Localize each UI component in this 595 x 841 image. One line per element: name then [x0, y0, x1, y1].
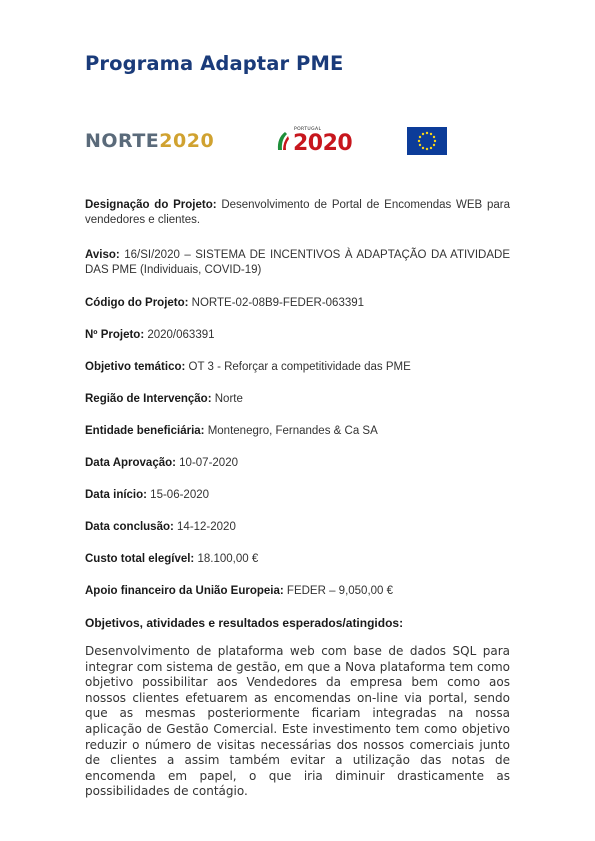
portugal2020-logo: [276, 126, 366, 158]
logo-strip: [85, 126, 465, 158]
field-value: 2020/063391: [144, 329, 215, 341]
field-data-conclusao: [85, 520, 510, 535]
field-apoio: [85, 584, 510, 599]
field-value: Montenegro, Fernandes & Ca SA: [204, 425, 378, 437]
field-label: Objetivo temático:: [85, 361, 186, 373]
field-value: Desenvolvimento de Portal de Encomendas WEB para vendedores e clientes.: [85, 199, 510, 226]
field-label: Entidade beneficiária:: [85, 425, 205, 437]
field-label: Data Aprovação:: [85, 457, 176, 469]
field-custo: [85, 552, 510, 567]
field-numero: [85, 328, 510, 343]
field-label: Aviso:: [85, 249, 120, 261]
field-value: Norte: [211, 393, 243, 405]
objectives-text: Desenvolvimento de plataforma web com base de dados SQL para integrar com sistema de gestão, em que a Nova plataforma tem como objetivo possibilitar aos Vendedores da empresa bem como aos nossos clientes efetuarem as encomendas on-line via portal, sendo que as mesmas posteriormente ficariam integradas na nossa aplicação de Gestão Comercial. Este investimento tem como objetivo reduzir o número de visitas necessárias dos nossos comerciais junto de clientes a assim também evitar a utilização das notas de encomenda em papel, o que iria diminuir drasticamente as possibilidades de contágio.: [85, 644, 510, 799]
norte-logo-year: 2020: [159, 130, 215, 152]
field-label: Custo total elegível:: [85, 553, 195, 565]
field-value: 15-06-2020: [146, 489, 210, 501]
field-data-aprovacao: [85, 456, 510, 471]
page-title: Programa Adaptar PME: [85, 52, 344, 75]
field-entidade: [85, 424, 510, 439]
field-designacao: [85, 198, 510, 227]
field-value: 16/SI/2020 – SISTEMA DE INCENTIVOS À ADAPTAÇÃO DA ATIVIDADE DAS PME (Individuais, COVID-19): [85, 249, 510, 276]
portugal-flag-icon: [276, 130, 290, 154]
field-value: OT 3 - Reforçar a competitividade das PME: [185, 361, 411, 373]
portugal-logo-year: 2020: [293, 131, 353, 156]
field-value: NORTE-02-08B9-FEDER-063391: [188, 297, 365, 309]
field-value: 14-12-2020: [173, 521, 236, 533]
field-regiao: [85, 392, 510, 407]
field-aviso: [85, 248, 510, 277]
norte-logo-text: NORTE: [85, 130, 160, 152]
portugal-logo-label: PORTUGAL: [294, 127, 322, 132]
field-label: Código do Projeto:: [85, 297, 189, 309]
field-value: FEDER – 9,050,00 €: [283, 585, 394, 597]
field-codigo: [85, 296, 510, 311]
eu-flag-icon: [407, 127, 447, 155]
field-data-inicio: [85, 488, 510, 503]
field-label: Data início:: [85, 489, 147, 501]
field-objetivo: [85, 360, 510, 375]
field-value: 18.100,00 €: [194, 553, 259, 565]
field-label: Designação do Projeto:: [85, 199, 217, 211]
field-label: Data conclusão:: [85, 521, 174, 533]
objectives-heading: Objetivos, atividades e resultados esperados/atingidos:: [85, 616, 404, 630]
field-value: 10-07-2020: [175, 457, 238, 469]
field-label: Região de Intervenção:: [85, 393, 212, 405]
norte2020-logo: [85, 130, 214, 152]
field-label: Apoio financeiro da União Europeia:: [85, 585, 284, 597]
field-label: Nº Projeto:: [85, 329, 145, 341]
